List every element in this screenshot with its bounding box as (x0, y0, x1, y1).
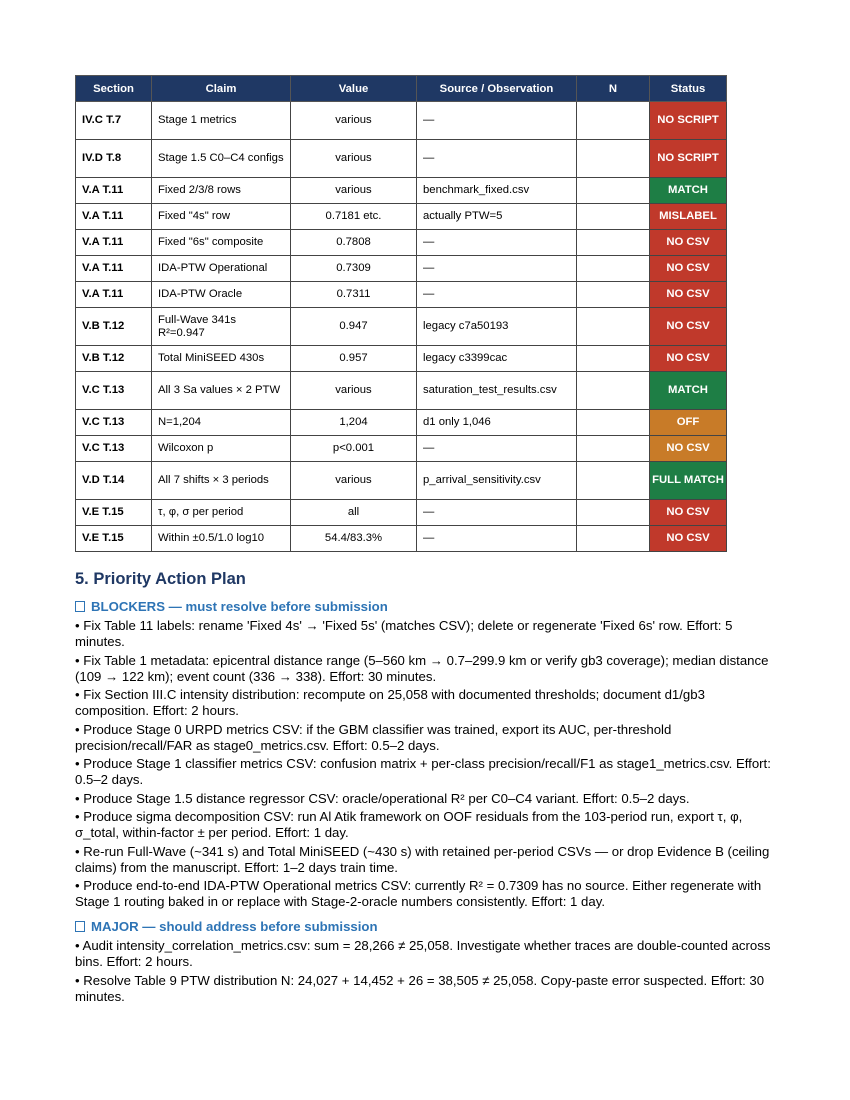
table-row (76, 500, 727, 526)
cell-n (577, 178, 650, 204)
cell-section: V.A T.11 (76, 178, 152, 204)
cell-source: benchmark_fixed.csv (417, 178, 577, 204)
table-row (76, 178, 727, 204)
table-row (76, 204, 727, 230)
cell-n (577, 526, 650, 552)
list-item: • Fix Table 11 labels: rename 'Fixed 4s' → 'Fixed 5s' (matches CSV); delete or regenerate 'Fixed 6s' row. Effort: 5 minutes. (75, 618, 733, 649)
cell-section: V.C T.13 (76, 372, 152, 410)
checkbox-icon (75, 601, 85, 612)
cell-value: various (291, 372, 417, 410)
cell-source: d1 only 1,046 (417, 410, 577, 436)
cell-n (577, 204, 650, 230)
cell-value: 0.7181 etc. (291, 204, 417, 230)
major-list (75, 938, 775, 1005)
status-badge: NO CSV (650, 436, 727, 462)
cell-value: 0.947 (291, 308, 417, 346)
cell-n (577, 462, 650, 500)
major-heading (75, 918, 775, 935)
status-badge: NO CSV (650, 282, 727, 308)
cell-n (577, 410, 650, 436)
cell-section: IV.C T.7 (76, 102, 152, 140)
cell-claim: Stage 1 metrics (152, 102, 291, 140)
cell-n (577, 282, 650, 308)
cell-claim: N=1,204 (152, 410, 291, 436)
cell-section: V.D T.14 (76, 462, 152, 500)
status-badge: NO CSV (650, 256, 727, 282)
status-badge: MATCH (650, 178, 727, 204)
list-item: • Audit intensity_correlation_metrics.csv: sum = 28,266 ≠ 25,058. Investigate whether traces are double-counted across bins. Effort: 2 hours. (75, 938, 771, 969)
status-badge: OFF (650, 410, 727, 436)
list-item: • Resolve Table 9 PTW distribution N: 24,027 + 14,452 + 26 = 38,505 ≠ 25,058. Copy-paste error suspected. Effort: 30 minutes. (75, 972, 765, 1004)
status-badge: NO CSV (650, 308, 727, 346)
list-item: • Fix Section III.C intensity distribution: recompute on 25,058 with documented thresholds; document d1/gb3 composition. Effort: 2 hours. (75, 687, 705, 718)
table-row (76, 410, 727, 436)
table-row (76, 346, 727, 372)
cell-section: IV.D T.8 (76, 140, 152, 178)
cell-section: V.C T.13 (76, 436, 152, 462)
status-badge: NO SCRIPT (650, 102, 727, 140)
table-row (76, 462, 727, 500)
cell-claim: Fixed 2/3/8 rows (152, 178, 291, 204)
list-item: • Produce Stage 0 URPD metrics CSV: if the GBM classifier was trained, export its AUC, per-threshold precision/recall/FAR as stage0_metrics.csv. Effort: 0.5–2 days. (75, 721, 672, 753)
table-row (76, 140, 727, 178)
cell-section: V.B T.12 (76, 308, 152, 346)
cell-value: various (291, 102, 417, 140)
cell-section: V.A T.11 (76, 282, 152, 308)
audit-table (75, 75, 727, 552)
cell-source: — (417, 256, 577, 282)
cell-source: saturation_test_results.csv (417, 372, 577, 410)
cell-section: V.E T.15 (76, 500, 152, 526)
table-row (76, 102, 727, 140)
cell-claim: Stage 1.5 C0–C4 configs (152, 140, 291, 178)
status-badge: FULL MATCH (650, 462, 727, 500)
cell-claim: Full-Wave 341s R²=0.947 (152, 308, 291, 346)
header-n: N (577, 76, 650, 102)
header-section: Section (76, 76, 152, 102)
cell-n (577, 140, 650, 178)
cell-claim: τ, φ, σ per period (152, 500, 291, 526)
cell-value: 1,204 (291, 410, 417, 436)
status-badge: NO CSV (650, 230, 727, 256)
header-value: Value (291, 76, 417, 102)
cell-n (577, 256, 650, 282)
cell-value: 0.7808 (291, 230, 417, 256)
cell-claim: IDA-PTW Operational (152, 256, 291, 282)
list-item: • Produce sigma decomposition CSV: run Al Atik framework on OOF residuals from the 103-period run, export τ, φ, σ_total, within-factor ± per period. Effort: 1 day. (75, 809, 743, 840)
cell-value: 0.7309 (291, 256, 417, 282)
list-item: • Re-run Full-Wave (~341 s) and Total MiniSEED (~430 s) with retained per-period CSVs — or drop Evidence B (ceiling claims) from the manuscript. Effort: 1–2 days train time. (75, 843, 770, 875)
status-badge: NO SCRIPT (650, 140, 727, 178)
cell-source: — (417, 230, 577, 256)
document-page (75, 75, 775, 1007)
status-badge: NO CSV (650, 500, 727, 526)
cell-value: 0.957 (291, 346, 417, 372)
cell-section: V.B T.12 (76, 346, 152, 372)
cell-source: — (417, 436, 577, 462)
status-badge: NO CSV (650, 526, 727, 552)
table-row (76, 436, 727, 462)
blockers-heading (75, 598, 775, 615)
cell-source: actually PTW=5 (417, 204, 577, 230)
cell-n (577, 102, 650, 140)
cell-claim: All 3 Sa values × 2 PTW (152, 372, 291, 410)
cell-claim: IDA-PTW Oracle (152, 282, 291, 308)
header-status: Status (650, 76, 727, 102)
cell-value: all (291, 500, 417, 526)
table-row (76, 308, 727, 346)
cell-n (577, 500, 650, 526)
blockers-heading-text: BLOCKERS — must resolve before submission (91, 599, 388, 614)
status-badge: MATCH (650, 372, 727, 410)
status-badge: NO CSV (650, 346, 727, 372)
cell-claim: Fixed "4s" row (152, 204, 291, 230)
table-row (76, 256, 727, 282)
cell-source: legacy c7a50193 (417, 308, 577, 346)
cell-n (577, 308, 650, 346)
table-header-row (76, 76, 727, 102)
list-item: • Produce Stage 1.5 distance regressor CSV: oracle/operational R² per C0–C4 variant. Effort: 0.5–2 days. (75, 790, 690, 806)
section-title: 5. Priority Action Plan (75, 570, 246, 588)
cell-section: V.E T.15 (76, 526, 152, 552)
table-row (76, 372, 727, 410)
list-item: • Produce Stage 1 classifier metrics CSV: confusion matrix + per-class precision/recall/F1 as stage1_metrics.csv. Effort: 0.5–2 days. (75, 756, 771, 787)
cell-value: 54.4/83.3% (291, 526, 417, 552)
cell-source: — (417, 526, 577, 552)
table-row (76, 282, 727, 308)
cell-n (577, 346, 650, 372)
blockers-list (75, 618, 775, 910)
cell-claim: Fixed "6s" composite (152, 230, 291, 256)
cell-source: p_arrival_sensitivity.csv (417, 462, 577, 500)
cell-n (577, 436, 650, 462)
status-badge: MISLABEL (650, 204, 727, 230)
table-row (76, 230, 727, 256)
cell-source: — (417, 282, 577, 308)
cell-section: V.A T.11 (76, 230, 152, 256)
cell-claim: Wilcoxon p (152, 436, 291, 462)
major-heading-text: MAJOR — should address before submission (91, 919, 378, 934)
cell-section: V.A T.11 (76, 204, 152, 230)
cell-value: various (291, 462, 417, 500)
table-body (76, 102, 727, 552)
cell-source: — (417, 500, 577, 526)
cell-source: — (417, 102, 577, 140)
cell-section: V.C T.13 (76, 410, 152, 436)
cell-value: various (291, 178, 417, 204)
header-claim: Claim (152, 76, 291, 102)
cell-source: legacy c3399cac (417, 346, 577, 372)
cell-source: — (417, 140, 577, 178)
cell-claim: Within ±0.5/1.0 log10 (152, 526, 291, 552)
cell-section: V.A T.11 (76, 256, 152, 282)
cell-value: 0.7311 (291, 282, 417, 308)
checkbox-icon (75, 921, 85, 932)
cell-n (577, 372, 650, 410)
header-source: Source / Observation (417, 76, 577, 102)
table-row (76, 526, 727, 552)
list-item: • Fix Table 1 metadata: epicentral distance range (5–560 km → 0.7–299.9 km or verify gb3 coverage); median distance (109 → 122 km); event count (336 → 338). Effort: 30 minutes. (75, 652, 769, 684)
list-item: • Produce end-to-end IDA-PTW Operational metrics CSV: currently R² = 0.7309 has no source. Either regenerate with Stage 1 routing baked in or replace with Stage-2-oracle numbers consistently. Effort: 1 day. (75, 878, 762, 909)
cell-value: p<0.001 (291, 436, 417, 462)
cell-n (577, 230, 650, 256)
cell-claim: All 7 shifts × 3 periods (152, 462, 291, 500)
cell-claim: Total MiniSEED 430s (152, 346, 291, 372)
cell-value: various (291, 140, 417, 178)
